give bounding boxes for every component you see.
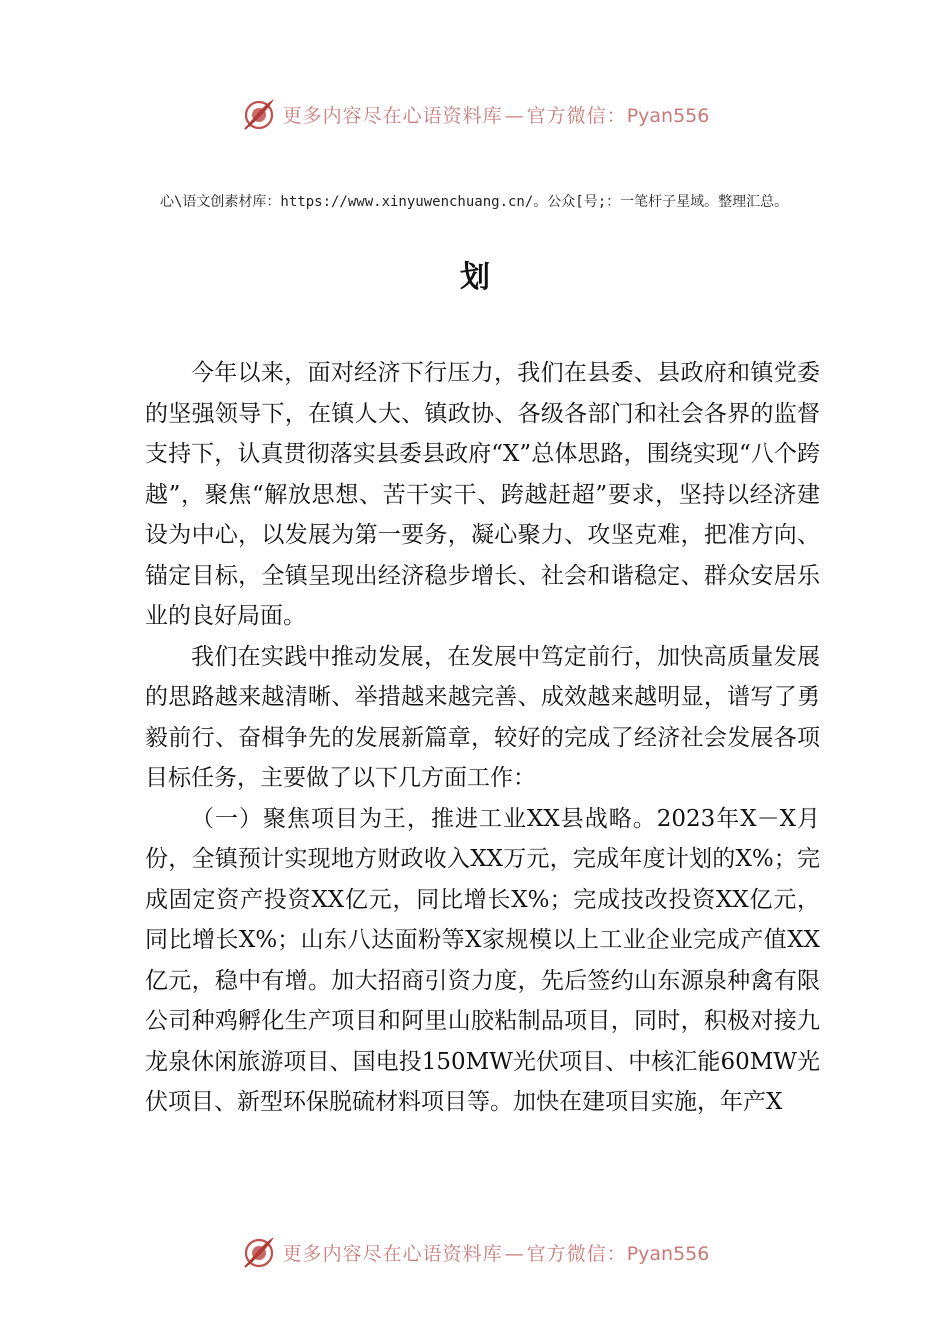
banner-official-label: 官方微信： — [526, 1242, 627, 1265]
banner-slogan: 更多内容尽在心语资料库 — [282, 1242, 503, 1265]
source-note: 心\语文创素材库：https://www.xinyuwenchuang.cn/。公众[号;：一笔杆子星域。整理汇总。 — [160, 194, 789, 210]
banner-wechat-id: Pyan556 — [626, 104, 710, 127]
banner-slogan: 更多内容尽在心语资料库 — [282, 104, 503, 127]
banner-text — [283, 101, 710, 128]
paragraph-3: （一）聚焦项目为王，推进工业XX县战略。2023年X－X月份，全镇预计实现地方财政收入XX万元，完成年度计划的X%；完成固定资产投资XX亿元，同比增长X%；完成技改投资XX亿元，同比增长X%；山东八达面粉等X家规模以上工业企业完成产值XX亿元，稳中有增。加大招商引资力度，先后签约山东源泉种禽有限公司种鸡孵化生产项目和阿里山胶粘制品项目，同时，积极对接九龙泉休闲旅游项目、国电投150MW光伏项目、中核汇能60MW光伏项目、新型环保脱硫材料项目等。加快在建项目实施，年产X — [145, 805, 820, 1115]
quill-seal-logo-icon — [241, 1234, 277, 1270]
footer-banner — [0, 1230, 950, 1274]
paragraph-2: 我们在实践中推动发展，在发展中笃定前行，加快高质量发展的思路越来越清晰、举措越来越完善、成效越来越明显，谱写了勇毅前行、奋楫争先的发展新篇章，较好的完成了经济社会发展各项目标任务，主要做了以下几方面工作： — [145, 643, 820, 791]
banner-official-label: 官方微信： — [526, 104, 627, 127]
banner-wechat-id: Pyan556 — [626, 1242, 710, 1265]
document-body — [145, 353, 820, 1123]
banner-dash: — — [504, 1242, 525, 1265]
banner-dash: — — [504, 104, 525, 127]
paragraph-1: 今年以来，面对经济下行压力，我们在县委、县政府和镇党委的坚强领导下，在镇人大、镇政协、各级各部门和社会各界的监督支持下，认真贯彻落实县委县政府“X”总体思路，围绕实现“八个跨越”，聚焦“解放思想、苦干实干、跨越赶超”要求，坚持以经济建设为中心，以发展为第一要务，凝心聚力、攻坚克难，把准方向、锚定目标，全镇呈现出经济稳步增长、社会和谐稳定、群众安居乐业的良好局面。 — [145, 360, 820, 629]
page-title: 划 — [460, 260, 490, 295]
quill-seal-logo-icon — [241, 96, 277, 132]
banner-text — [283, 1239, 710, 1266]
header-banner — [0, 92, 950, 136]
